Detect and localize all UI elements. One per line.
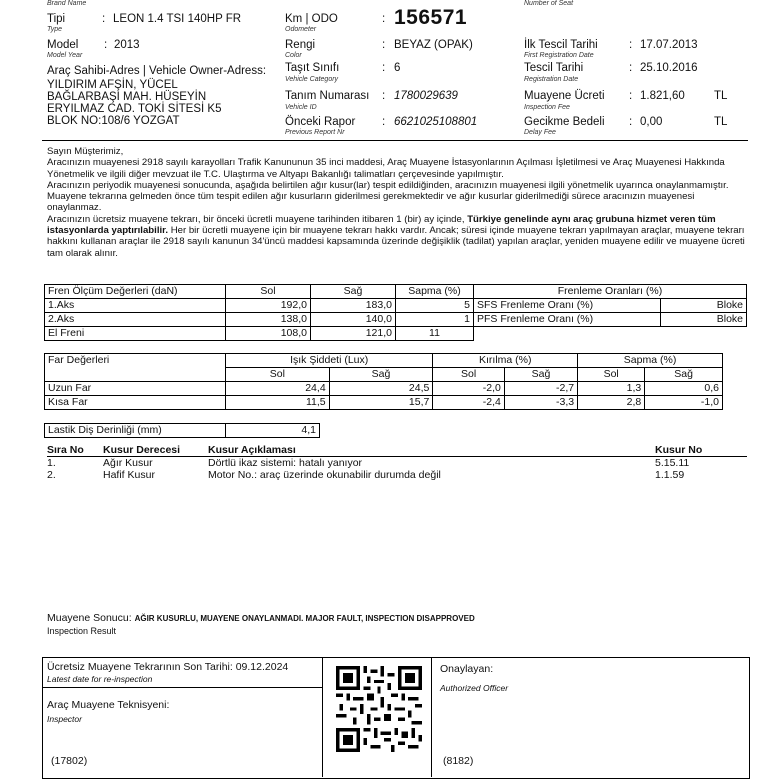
approver-id: (8182) <box>443 755 474 767</box>
defects-header <box>47 444 747 457</box>
result-line <box>47 612 475 624</box>
notice-block <box>47 146 747 259</box>
table-header: Sapma (%) <box>396 285 474 299</box>
table-cell: Bloke <box>661 313 747 327</box>
list-item <box>47 457 747 469</box>
reinspection-label: Ücretsiz Muayene Tekrarının Son Tarihi: 09.12.2024 <box>47 661 289 673</box>
table-header: Sol <box>226 285 311 299</box>
table-cell: 11 <box>396 327 474 341</box>
owner-line: YILDIRIM AFŞİN, YÜCEL <box>47 79 178 91</box>
notice-salutation: Sayın Müşterimiz, <box>47 146 124 157</box>
approver-sub: Authorized Officer <box>440 683 509 693</box>
table-cell: -3,3 <box>504 396 577 410</box>
defects-header-no: Sıra No <box>47 444 84 456</box>
table-cell: 108,0 <box>226 327 311 341</box>
defect-no: 1. <box>47 457 56 469</box>
tescil-value: 25.10.2016 <box>640 62 698 74</box>
table-cell: Kısa Far <box>45 396 226 410</box>
technician-id: (17802) <box>51 755 88 767</box>
colon: : <box>382 13 386 25</box>
model-sub: Model Year <box>47 52 83 59</box>
tanim-label: Tanım Numarası <box>285 90 370 102</box>
tescil-sub: Registration Date <box>524 76 579 83</box>
colon: : <box>629 90 633 102</box>
colon: : <box>382 62 386 74</box>
km-sub: Odometer <box>285 26 317 33</box>
table-row <box>45 382 723 396</box>
ilk-tescil-label: İlk Tescil Tarihi <box>524 39 598 51</box>
defects-list <box>47 444 747 481</box>
tipi-sub: Type <box>47 26 63 33</box>
tipi-value: LEON 1.4 TSI 140HP FR <box>113 13 242 25</box>
number-of-seat-label: Number of Seat <box>524 0 574 7</box>
table-cell: 183,0 <box>311 299 396 313</box>
list-item <box>47 469 747 481</box>
km-label: Km | ODO <box>285 13 338 25</box>
table-header: Far Değerleri <box>45 354 226 382</box>
defects-header-degree: Kusur Derecesi <box>103 444 181 456</box>
reinspection-sub: Latest date for re-inspection <box>47 674 153 684</box>
defect-desc: Dörtlü ikaz sistemi: hatalı yanıyor <box>208 457 363 469</box>
ilk-tescil-sub: First Registration Date <box>524 52 594 59</box>
table-cell: 1.Aks <box>45 299 226 313</box>
owner-line: ERYILMAZ CAD. TOKİ SİTESİ K5 <box>47 103 222 115</box>
colon: : <box>629 62 633 74</box>
owner-address <box>47 79 221 127</box>
colon: : <box>382 116 386 128</box>
muayene-label: Muayene Ücreti <box>524 90 605 102</box>
onceki-value: 6621025108801 <box>394 116 478 128</box>
table-header: Sapma (%) <box>578 354 723 368</box>
table-cell: Uzun Far <box>45 382 226 396</box>
defect-degree: Ağır Kusur <box>103 457 153 469</box>
defect-code: 1.1.59 <box>655 469 685 481</box>
renk-label: Rengi <box>285 39 316 51</box>
table-row <box>45 424 320 438</box>
notice-text: Aracınızın ücretsiz muayene tekrarı, bir önceki ücretli muayene tarihinden itibaren 1 (bir) ay içinde, <box>47 213 468 225</box>
renk-value: BEYAZ (OPAK) <box>394 39 473 51</box>
muayene-unit: TL <box>714 90 728 102</box>
tasit-value: 6 <box>394 62 401 74</box>
table-header: Işık Şiddeti (Lux) <box>226 354 433 368</box>
onceki-label: Önceki Rapor <box>285 116 356 128</box>
table-cell: 11,5 <box>226 396 330 410</box>
renk-sub: Color <box>285 52 302 59</box>
table-cell: -2,7 <box>504 382 577 396</box>
defects-header-desc: Kusur Açıklaması <box>208 444 296 456</box>
table-cell: 1,3 <box>578 382 645 396</box>
table-header: Fren Ölçüm Değerleri (daN) <box>45 285 226 299</box>
notice-paragraph <box>47 214 747 259</box>
colon: : <box>382 39 386 51</box>
table-row <box>45 327 747 341</box>
approver-divider <box>431 657 432 777</box>
result-value: AĞIR KUSURLU, MUAYENE ONAYLANMADI. MAJOR FAULT, INSPECTION DISAPPROVED <box>134 614 475 623</box>
table-cell: 121,0 <box>311 327 396 341</box>
header-divider <box>42 140 748 141</box>
table-cell: -2,4 <box>433 396 505 410</box>
table-cell-empty <box>474 327 747 341</box>
notice-paragraph: Aracınızın periyodik muayenesi sonucunda, aşağıda belirtilen ağır kusur(lar) tespit edildiğinden, aracınızın muayenesi ilgili yönetmelik uyarınca onaylanmamıştır. <box>47 179 729 191</box>
onceki-sub: Previous Report Nr <box>285 129 345 136</box>
table-header-row <box>45 285 747 299</box>
table-header: Sağ <box>329 368 433 382</box>
brake-table <box>44 284 747 341</box>
table-cell: -1,0 <box>645 396 723 410</box>
tasit-sub: Vehicle Category <box>285 76 339 83</box>
km-value: 156571 <box>394 6 468 29</box>
notice-paragraph: Muayene tekrarına gelmeden önce tüm tespit edilen ağır kusurların giderilmesi gerekmektedir ve ağır kusurlar giderilmediği sürece aracınızın muayenesi onaylanmaz. <box>47 191 695 214</box>
defect-degree: Hafif Kusur <box>103 469 155 481</box>
result-label: Muayene Sonucu: <box>47 612 132 624</box>
brand-name-label: Brand Name <box>47 0 87 7</box>
colon: : <box>629 116 633 128</box>
table-cell: 140,0 <box>311 313 396 327</box>
tire-table <box>44 423 320 438</box>
table-row <box>45 313 747 327</box>
colon: : <box>382 90 386 102</box>
ilk-tescil-value: 17.07.2013 <box>640 39 698 51</box>
table-cell: 2.Aks <box>45 313 226 327</box>
tanim-sub: Vehicle ID <box>285 104 317 111</box>
table-header: Kırılma (%) <box>433 354 578 368</box>
owner-line: BAĞLARBAŞI MAH. HÜSEYİN <box>47 91 207 103</box>
owner-label: Araç Sahibi-Adres | Vehicle Owner-Adress: <box>47 65 267 77</box>
table-header-row <box>45 354 723 368</box>
defect-desc: Motor No.: araç üzerinde okunabilir durumda değil <box>208 469 441 481</box>
gecikme-value: 0,00 <box>640 116 663 128</box>
technician-label: Araç Muayene Teknisyeni: <box>47 699 170 711</box>
table-cell: 2,8 <box>578 396 645 410</box>
table-cell: 1 <box>396 313 474 327</box>
muayene-sub: Inspection Fee <box>524 104 570 111</box>
table-cell: 192,0 <box>226 299 311 313</box>
gecikme-sub: Delay Fee <box>524 129 556 136</box>
notice-bold-text: Türkiye genelinde aynı araç grubuna hizmet veren tüm istasyonlarda yaptırılabilir. <box>47 213 716 237</box>
technician-sub: Inspector <box>47 714 82 724</box>
table-cell: Bloke <box>661 299 747 313</box>
table-header: Sol <box>578 368 645 382</box>
model-value: 2013 <box>114 39 140 51</box>
table-cell: 15,7 <box>329 396 433 410</box>
table-header: Sağ <box>504 368 577 382</box>
table-cell: 138,0 <box>226 313 311 327</box>
tire-value: 4,1 <box>226 424 320 438</box>
result-sub: Inspection Result <box>47 626 117 636</box>
defect-no: 2. <box>47 469 56 481</box>
notice-text: Her bir ücretli muayene için bir muayene tekrarı hakkı vardır. Ancak; süresi içinde muayene tekrarı yapılmayan araçlar, muayene tekrarı hakkını kullanan araçlar ile 2918 sayılı kanunun 34'üncü maddesi kapsamında üzerinde değişiklik (tadilat) yapılan araçlar, yeniden muayene edilir ve muayene ücreti tam olarak alınır. <box>47 225 745 259</box>
tescil-label: Tescil Tarihi <box>524 62 584 74</box>
tire-label: Lastik Diş Derinliği (mm) <box>45 424 226 438</box>
tasit-label: Taşıt Sınıfı <box>285 62 340 74</box>
muayene-value: 1.821,60 <box>640 90 685 102</box>
gecikme-label: Gecikme Bedeli <box>524 116 605 128</box>
defect-code: 5.15.11 <box>655 457 690 469</box>
table-row <box>45 396 723 410</box>
owner-line: BLOK NO:108/6 YOZGAT <box>47 115 180 127</box>
model-label: Model <box>47 39 79 51</box>
notice-paragraph: Aracınızın muayenesi 2918 sayılı karayolları Trafik Kanununun 35 inci maddesi, Araç Muayene İstasyonlarının Açılması İşletilmesi ve Araç Muayenesi Hakkında Yönetmelik ve ilgili diğer mevzuat ile T.C. Ulaştırma ve Altyapı Bakanlığı talimatları çerçevesinde yapılmıştır. <box>47 157 725 180</box>
gecikme-unit: TL <box>714 116 728 128</box>
table-cell: PFS Frenleme Oranı (%) <box>474 313 661 327</box>
table-header: Sol <box>226 368 330 382</box>
table-header: Sağ <box>311 285 396 299</box>
table-cell: 5 <box>396 299 474 313</box>
table-cell: -2,0 <box>433 382 505 396</box>
table-header: Sol <box>433 368 505 382</box>
table-header: Sağ <box>645 368 723 382</box>
table-cell: SFS Frenleme Oranı (%) <box>474 299 661 313</box>
defects-header-code: Kusur No <box>655 444 703 456</box>
approver-label: Onaylayan: <box>440 663 494 675</box>
colon: : <box>104 39 108 51</box>
table-cell: 0,6 <box>645 382 723 396</box>
tanim-value: 1780029639 <box>394 90 458 102</box>
qr-code-icon <box>336 666 422 752</box>
table-cell: 24,4 <box>226 382 330 396</box>
colon: : <box>629 39 633 51</box>
table-cell: El Freni <box>45 327 226 341</box>
colon: : <box>102 13 106 25</box>
table-cell: 24,5 <box>329 382 433 396</box>
table-row <box>45 299 747 313</box>
lights-table <box>44 353 723 410</box>
table-header: Frenleme Oranları (%) <box>474 285 747 299</box>
tipi-label: Tipi <box>47 13 66 25</box>
